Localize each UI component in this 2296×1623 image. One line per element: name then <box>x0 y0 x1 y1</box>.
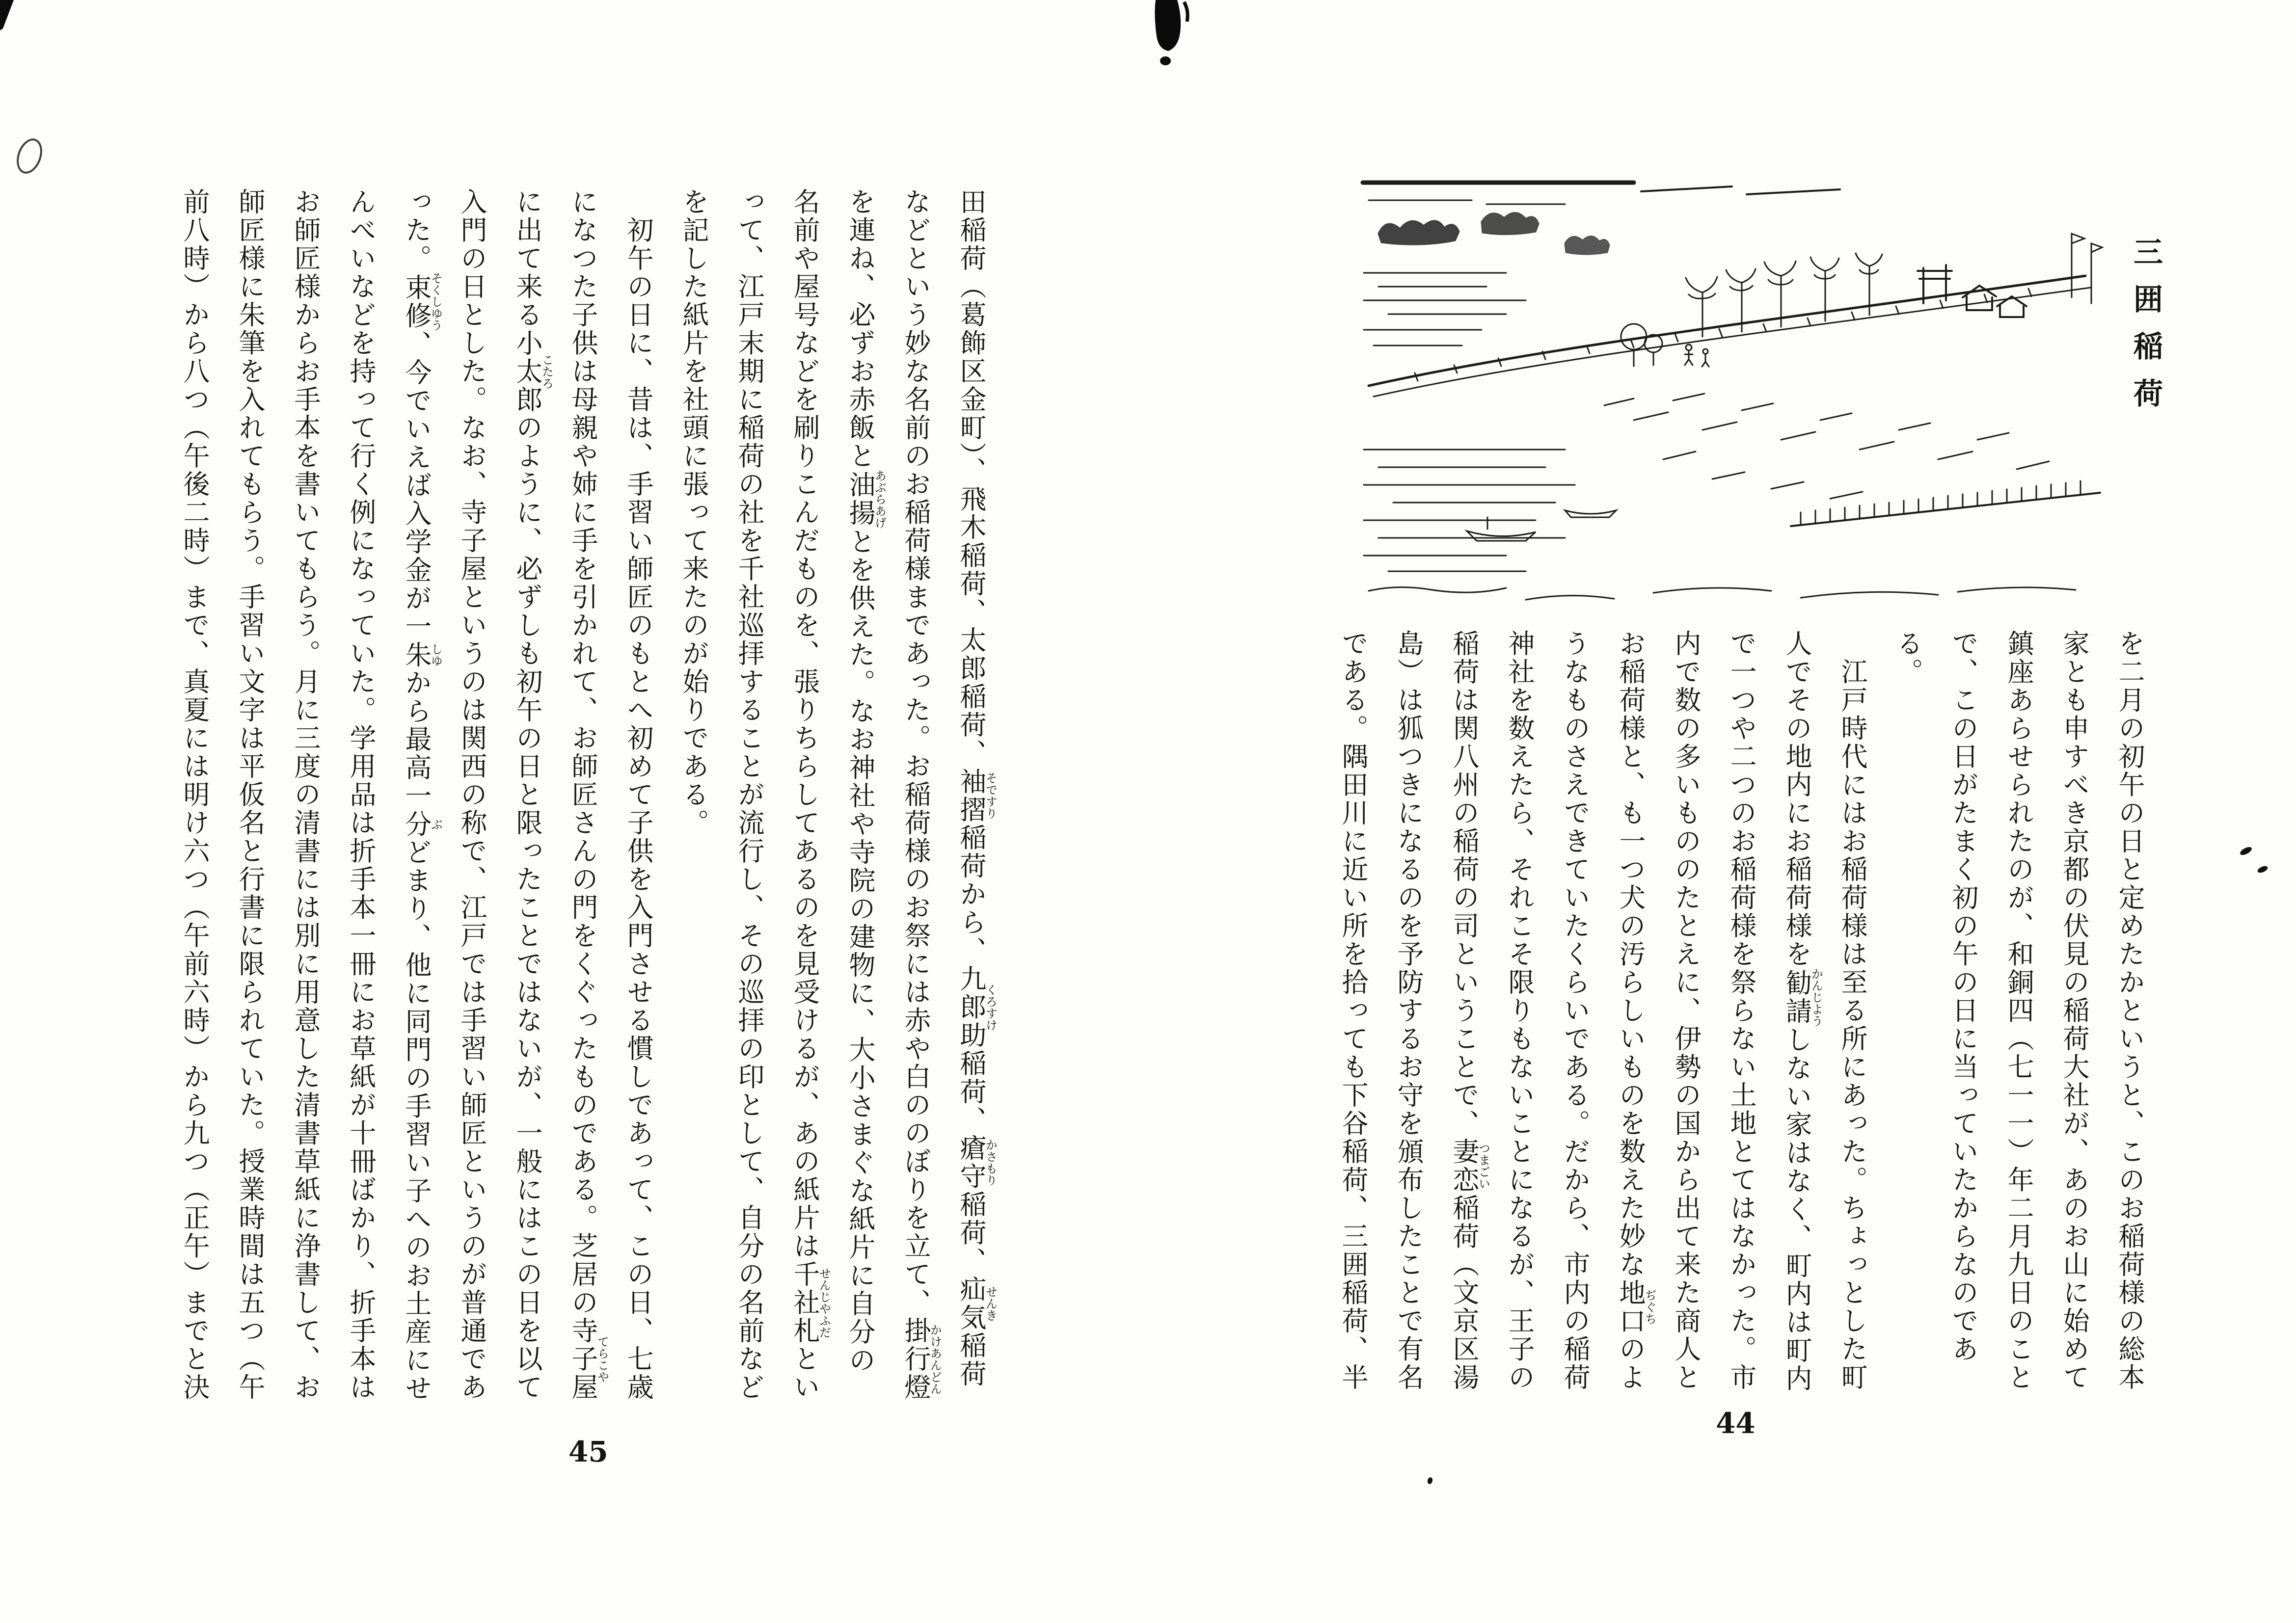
right-page-text <box>1325 630 2158 1425</box>
page-number-44: 44 <box>1716 1407 1756 1440</box>
text-column: を連ね、必ずお赤飯と油揚あぶらあげとを供えた。なお神社や寺院の建物に、大小さまぐな紙片に自分の <box>845 188 887 1375</box>
text-column: 人でその地内にお稲荷様を勧請かんじようしない家はなく、町内は町内 <box>1782 630 1823 1393</box>
text-column: を二月の初午の日と定めたかというと、このお稲荷様の総本 <box>2114 630 2145 1392</box>
text-column: 家とも申すべき京都の伏見の稲荷大社が、あのお山に始めて <box>2059 630 2090 1392</box>
text-column: で、この日がたまく初の午の日に当っていたからなのであ <box>1948 630 1979 1363</box>
left-page-text <box>167 188 999 1430</box>
text-column: うなものさえできていたくらいである。だから、市内の稲荷 <box>1560 630 1591 1392</box>
text-column: お稲荷様と、も一つ犬の汚らしいものを数えた妙な地口ぢぐちのよ <box>1615 630 1657 1392</box>
text-column: 稲荷は関八州の稲荷の司ということで、妻恋つまごい稲荷（文京区湯 <box>1449 630 1490 1392</box>
text-column: 島）は狐つきになるのを予防するお守を頒布したことで有名 <box>1393 630 1424 1392</box>
text-column: で一つや二つのお稲荷様を祭らない土地とてはなかった。市 <box>1726 630 1757 1392</box>
text-column: 江戸時代にはお稲荷様は至る所にあった。ちょっとした町 <box>1837 630 1868 1392</box>
text-column: 初午の日に、昔は、手習い師匠のもとへ初めて子供を入門させる慣しであって、この日、七歳 <box>623 188 654 1402</box>
text-column: などという妙な名前のお稲荷様まであった。お稲荷様のお祭には赤や白ののぼりを立て、掛行燈かけあんどん <box>900 188 942 1402</box>
text-column: お師匠様からお手本を書いてもらう。月に三度の清書には別に用意した清書草紙に浄書して、お <box>290 188 321 1402</box>
scan-artifact-blob <box>1137 0 1211 69</box>
text-column: 前八時）から八つ（午後二時）まで、真夏には明け六つ（午前六時）から九つ（正午）までと決 <box>179 188 210 1402</box>
text-column: る。 <box>1892 630 1923 686</box>
text-column: 内で数の多いもののたとえに、伊勢の国から出て来た商人と <box>1671 630 1702 1392</box>
text-column: 田稲荷（葛飾区金町）、飛木稲荷、太郎稲荷、袖摺そですり稲荷から、九郎助くろすけ稲荷、瘡守かさもり稲荷、疝気せんき稲荷 <box>956 188 998 1388</box>
text-column: 名前や屋号などを刷りこんだものを、張りちらしてあるのを見受けるが、あの紙片は千社札せんじやふだとい <box>789 188 831 1402</box>
text-column: 師匠様に朱筆を入れてもらう。手習い文字は平仮名と行書に限られていた。授業時間は五つ（午 <box>235 188 266 1402</box>
text-column: になつた子供は母親や姉に手を引かれて、お師匠さんの門をくぐったものである。芝居の寺子屋てらこや <box>567 188 609 1402</box>
text-column: って、江戸末期に稲荷の社を千社巡拝することが流行し、その巡拝の印として、自分の名前など <box>734 188 765 1402</box>
text-column: んべいなどを持って行く例になっていた。学用品は折手本一冊にお草紙が十冊ばかり、折手本は <box>346 188 377 1402</box>
page-number-45: 45 <box>568 1435 608 1468</box>
scan-artifact-corner <box>0 0 29 34</box>
text-column: った。束修そくしゆう、今でいえば入学金が一朱しゆから最高一分ぶどまり、他に同門の手習い子へのお土産にせ <box>401 188 443 1403</box>
scan-artifact-handwritten-zero <box>12 135 47 177</box>
section-title: 三囲稲荷 <box>2129 237 2163 425</box>
landscape-illustration <box>1359 175 2107 613</box>
text-column: である。隅田川に近い所を拾っても下谷稲荷、三囲稲荷、半 <box>1338 630 1369 1392</box>
scan-artifact-dot <box>1427 1477 1433 1485</box>
text-column: 入門の日とした。なお、寺子屋というのは関西の称で、江戸では手習い師匠というのが普通であ <box>457 188 487 1402</box>
text-column: を記した紙片を社頭に張って来たのが始りである。 <box>678 188 709 837</box>
scan-artifact-dot <box>2239 846 2253 857</box>
text-column: に出て来る小太郎こたろのように、必ずしも初午の日と限ったことではないが、一般にはこの日を以て <box>512 188 554 1402</box>
text-column: 神社を数えたら、それこそ限りもないことになるが、王子の <box>1504 630 1535 1392</box>
text-column: 鎮座あらせられたのが、和銅四（七一一）年二月九日のこと <box>2003 630 2034 1392</box>
scan-artifact-dot <box>2257 865 2269 874</box>
